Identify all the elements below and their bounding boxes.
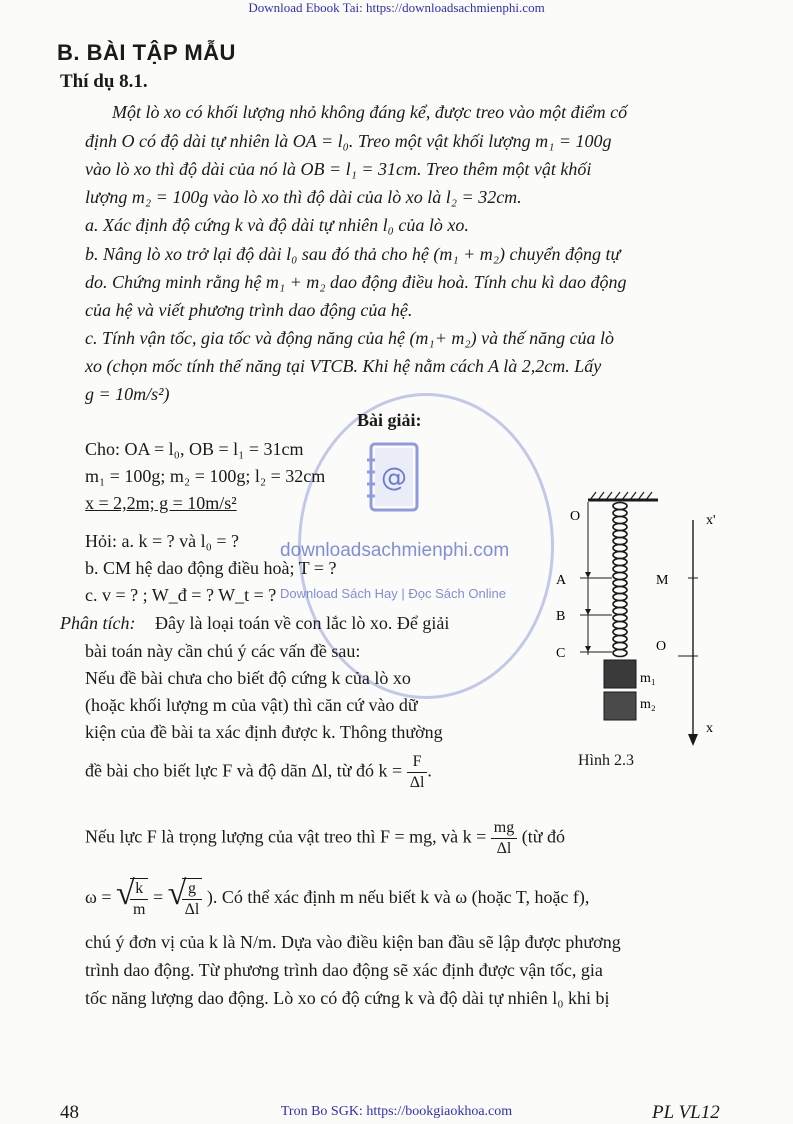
page-number: 48 [60, 1102, 79, 1123]
problem-line: a. Xác định độ cứng k và độ dài tự nhiên l₀ của lò xo. [85, 215, 469, 235]
label-m1: m₁ [640, 671, 656, 686]
omega-label: ω = [85, 887, 112, 908]
given-line: x = 2,2m; g = 10m/s² [85, 493, 237, 513]
problem-line: của hệ và viết phương trình dao động của hệ. [85, 300, 413, 320]
header-download-link[interactable]: Download Ebook Tai: https://downloadsachmienphi.com [248, 0, 545, 15]
label-c: C [556, 646, 566, 661]
formula-k-f-dl: đề bài cho biết lực F và độ dãn Δl, từ đó k = $\frac{F}{\Delta l}$ . [85, 753, 432, 791]
text-line: tốc năng lượng dao động. Lò xo có độ cứng k và độ dài tự nhiên l₀ khi bị [85, 988, 610, 1008]
analysis-line: (hoặc khối lượng m của vật) thì căn cứ vào dữ [85, 695, 418, 715]
label-b: B [556, 609, 566, 624]
problem-line: do. Chứng minh rằng hệ m₁ + m₂ dao động điều hoà. Tính chu kì dao động [85, 272, 627, 292]
fraction-numerator: mg [491, 818, 517, 839]
text-line: ). Có thể xác định m nếu biết k và ω (hoặc T, hoặc f), [206, 887, 590, 908]
problem-line: xo (chọn mốc tính thế năng tại VTCB. Khi hệ nằm cách A là 2,2cm. Lấy [85, 356, 602, 376]
problem-line: Một lò xo có khối lượng nhỏ không đáng kể, được treo vào một điểm cố [112, 102, 628, 122]
problem-line: c. Tính vận tốc, gia tốc và động năng của hệ (m₁+ m₂) và thế năng của lò [85, 328, 615, 348]
asked-line: c. v = ? ; W_đ = ? W_t = ? [85, 585, 277, 605]
sqrt-g-over-dl: √ $\frac{g}{\Delta l}$ [168, 878, 203, 920]
figure-caption: Hình 2.3 [578, 752, 634, 769]
fraction-denominator: Δl [496, 840, 512, 857]
analysis-label: Phân tích: [60, 613, 136, 633]
spring-figure [548, 490, 768, 780]
asked-line: b. CM hệ dao động điều hoà; T = ? [85, 558, 337, 578]
text-line: (từ đó [521, 826, 565, 847]
sqrt-k-over-m: √ $\frac{k}{m}$ [116, 878, 148, 920]
label-o-axis: O [656, 639, 667, 654]
dimension-lines [580, 502, 612, 655]
fraction-f-over-dl [407, 752, 428, 793]
analysis-line: đề bài cho biết lực F và độ dãn Δl, từ đó k = [85, 760, 403, 781]
watermark-tagline: Download Sách Hay | Đọc Sách Online [280, 586, 506, 601]
label-x: x [706, 721, 713, 736]
fraction-mg-over-dl [491, 818, 517, 859]
text-line: chú ý đơn vị của k là N/m. Dựa vào điều kiện ban đầu sẽ lập được phương [85, 932, 621, 952]
section-title: B. BÀI TẬP MẪU [57, 40, 236, 65]
analysis-line: Nếu đề bài chưa cho biết độ cứng k của lò xo [85, 668, 411, 688]
given-line: Cho: OA = l₀, OB = l₁ = 31cm [85, 439, 304, 459]
label-a: A [556, 573, 567, 588]
text-line: trình dao động. Từ phương trình dao động sẽ xác định được vận tốc, gia [85, 960, 603, 980]
spring-coils [613, 503, 627, 657]
given-line: m₁ = 100g; m₂ = 100g; l₂ = 32cm [85, 466, 326, 486]
example-title: Thí dụ 8.1. [60, 71, 148, 92]
problem-line: g = 10m/s²) [85, 384, 170, 404]
analysis-line: Đây là loại toán về con lắc lò xo. Để giải [155, 613, 450, 633]
problem-line: lượng m₂ = 100g vào lò xo thì độ dài của lò xo là l₂ = 32cm. [85, 187, 522, 207]
analysis-line: kiện của đề bài ta xác định được k. Thông thường [85, 722, 443, 742]
book-code: PL VL12 [652, 1102, 720, 1123]
watermark-site: downloadsachmienphi.com [280, 540, 510, 561]
footer-link[interactable]: Tron Bo SGK: https://bookgiaokhoa.com [280, 1104, 513, 1119]
mass-m1 [604, 660, 636, 688]
solution-title: Bài giải: [357, 410, 422, 430]
problem-line: b. Nâng lò xo trở lại độ dài l₀ sau đó thả cho hệ (m₁ + m₂) chuyển động tự [85, 244, 621, 264]
formula-k-mg-dl [85, 818, 565, 859]
fraction-denominator: Δl [184, 901, 200, 918]
equals-sign: = [152, 887, 164, 908]
book-icon [365, 440, 429, 518]
fraction-numerator: F [407, 752, 428, 773]
fraction-numerator: k [130, 879, 148, 900]
formula-omega [85, 875, 590, 920]
analysis-line: bài toán này cần chú ý các vấn đề sau: [85, 641, 361, 661]
fraction-numerator: g [182, 879, 203, 900]
x-axis-arrow [688, 734, 698, 746]
label-x-prime: x' [706, 513, 716, 528]
svg-text:@: @ [381, 463, 407, 493]
asked-line: Hỏi: a. k = ? và l₀ = ? [85, 531, 240, 551]
problem-line: vào lò xo thì độ dài của nó là OB = l₁ = 31cm. Treo thêm một vật khối [85, 159, 592, 179]
mass-m2 [604, 692, 636, 720]
label-m2: m₂ [640, 697, 656, 712]
problem-line: định O có độ dài tự nhiên là OA = l₀. Treo một vật khối lượng m₁ = 100g [85, 131, 612, 151]
fraction-denominator: m [133, 901, 146, 918]
fraction-denominator: Δl [409, 774, 425, 791]
text-line: Nếu lực F là trọng lượng của vật treo thì F = mg, và k = [85, 826, 487, 847]
label-m: M [656, 573, 669, 588]
label-o: O [570, 509, 581, 524]
